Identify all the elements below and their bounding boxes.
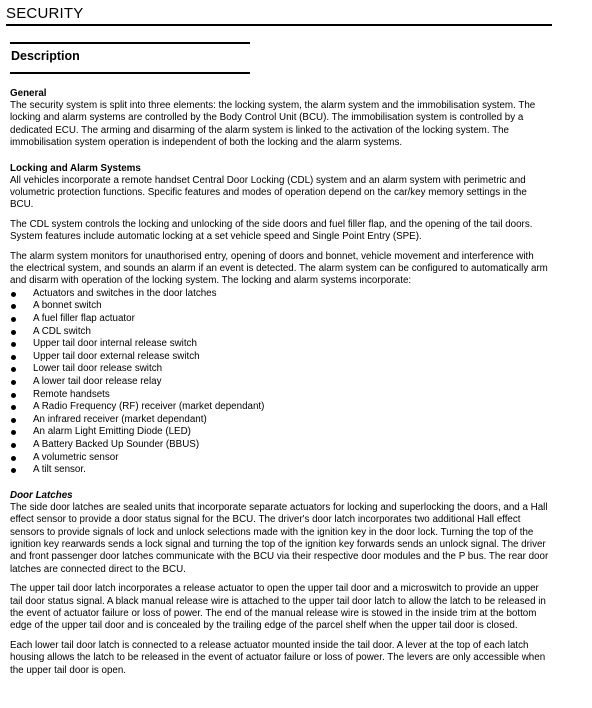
document-body (10, 88, 550, 677)
list-item: A volumetric sensor (10, 452, 550, 465)
section-header (10, 42, 250, 74)
components-list (10, 288, 550, 477)
list-item: A Battery Backed Up Sounder (BBUS) (10, 439, 550, 452)
list-item: A lower tail door release relay (10, 376, 550, 389)
general-paragraph: The security system is split into three elements: the locking system, the alarm system and the immobilisation system. The locking and alarm systems are controlled by the Body Control Unit (BCU). The immobilisation system is controlled by a dedicated ECU. The arming and disarming of the alarm system is linked to the activation of the locking system. The immobilisation system operation is independent of both the locking and the alarm systems. (10, 100, 536, 149)
list-item: An alarm Light Emitting Diode (LED) (10, 426, 550, 439)
locking-paragraph: The alarm system monitors for unauthorised entry, opening of doors and bonnet, vehicle movement and interference with the electrical system, and sounds an alarm if an event is detected. The alarm system can be configured to automatically arm and disarm with operation of the locking system. The locking and alarm systems incorporate: (10, 250, 548, 287)
list-item: Remote handsets (10, 389, 550, 402)
latches-heading: Door Latches (10, 489, 73, 501)
list-item: A CDL switch (10, 326, 550, 339)
list-item: Upper tail door internal release switch (10, 338, 550, 351)
list-item: An infrared receiver (market dependant) (10, 414, 550, 427)
locking-heading: Locking and Alarm Systems (10, 162, 141, 174)
list-item: A Radio Frequency (RF) receiver (market dependant) (10, 401, 550, 414)
list-item: A bonnet switch (10, 300, 550, 313)
latches-paragraph: Each lower tail door latch is connected to a release actuator mounted inside the tail door. A lever at the top of each latch housing allows the latch to be released in the event of actuator failure or loss of power. The levers are only accessible when the upper tail door is open. (10, 639, 546, 676)
locking-paragraph: The CDL system controls the locking and unlocking of the side doors and fuel filler flap, and the opening of the tail doors. System features include automatic locking at a set vehicle speed and Single Point Entry (SPE). (10, 218, 533, 243)
list-item: Actuators and switches in the door latches (10, 288, 550, 301)
list-item: Upper tail door external release switch (10, 351, 550, 364)
page-title: SECURITY (6, 5, 84, 22)
latches-paragraph: The upper tail door latch incorporates a release actuator to open the upper tail door and a microswitch to provide an upper tail door status signal. A black manual release wire is attached to the upper tail door latch to allow the latch to be released in the event of actuator failure or loss of power. The end of the manual release wire is stowed in the inside trim at the bottom edge of the upper tail door and is concealed by the trailing edge of the parcel shelf when the upper tail door is closed. (10, 583, 546, 632)
general-heading: General (10, 88, 47, 99)
list-item: A fuel filler flap actuator (10, 313, 550, 326)
locking-paragraph: All vehicles incorporate a remote handset Central Door Locking (CDL) system and an alarm system with perimetric and volumetric protection functions. Specific features and modes of operation depend on the car/key memory settings in the BCU. (10, 174, 527, 211)
page-header (6, 4, 552, 26)
latches-paragraph: The side door latches are sealed units that incorporate separate actuators for locking and superlocking the doors, and a Hall effect sensor to provide a door status signal for the BCU. The driver's door latch incorporates two additional Hall effect sensors to provide signals of lock and unlock selections made with the ignition key in the door lock. Turning the top of the ignition key rearwards sends a lock signal and turning the top of the ignition key forwards sends an unlock signal. The driver and front passenger door latches communicate with the BCU via their respective door modules and the P bus. The rear door latches are connected direct to the BCU. (10, 501, 549, 575)
section-title: Description (11, 49, 80, 63)
list-item: Lower tail door release switch (10, 363, 550, 376)
list-item: A tilt sensor. (10, 464, 550, 477)
